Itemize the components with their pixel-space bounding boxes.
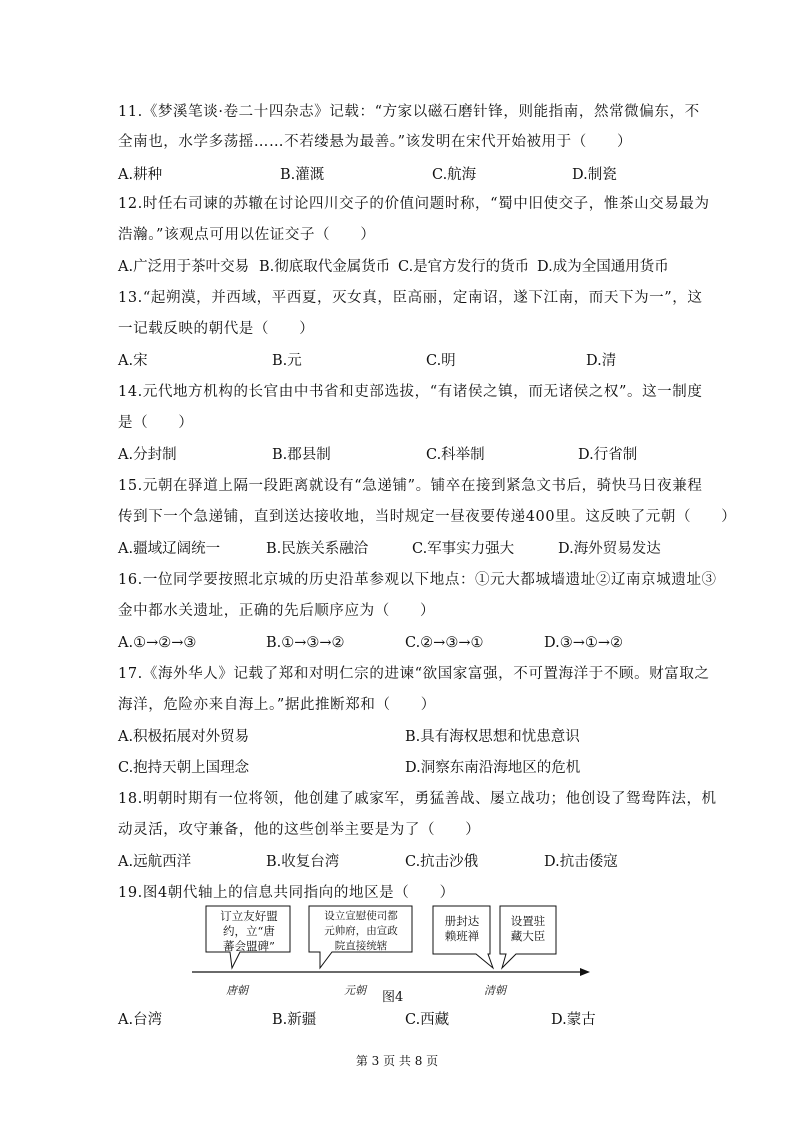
- q13-option-a: A.宋: [118, 353, 148, 369]
- q18-option-a: A.远航西洋: [118, 854, 192, 870]
- q12-line-2: 浩瀚。”该观点可用以佐证交子（ ）: [118, 227, 376, 243]
- era-label-tang: 唐朝: [226, 984, 248, 997]
- q19-option-c: C.西藏: [405, 1012, 450, 1028]
- q17-option-c: C.抱持天朝上国理念: [118, 760, 250, 776]
- callout-4-text: [500, 914, 556, 944]
- q14-option-d: D.行省制: [578, 447, 638, 463]
- callout-2-line-1: 设立宣慰使司都: [324, 910, 398, 922]
- q15-option-c: C.军事实力强大: [412, 541, 515, 557]
- q13-option-b: B.元: [272, 353, 302, 369]
- q18-line-2: 动灵活，攻守兼备，他的这些创举主要是为了（ ）: [118, 822, 481, 838]
- era-label-qing: 清朝: [484, 984, 506, 997]
- q11-option-a: A.耕种: [118, 167, 163, 183]
- q15-option-d: D.海外贸易发达: [558, 541, 661, 557]
- callout-3-line-1: 册封达: [444, 914, 480, 928]
- q17-option-a: A.积极拓展对外贸易: [118, 729, 250, 745]
- q16-option-a: A.①→②→③: [118, 635, 197, 651]
- q13-option-d: D.清: [586, 353, 617, 369]
- callout-1-line-3: 蕃会盟碑”: [223, 939, 275, 953]
- q17-line-2: 海洋，危险亦来自海上。”据此推断郑和（ ）: [118, 697, 436, 713]
- q19-option-d: D.蒙古: [551, 1012, 596, 1028]
- q11-line-1: 11.《梦溪笔谈·卷二十四杂志》记载：“方家以磁石磨针锋，则能指南，然常微偏东，不: [118, 104, 700, 120]
- callout-2-line-3: 院直接统辖: [334, 940, 388, 952]
- callout-4-line-1: 设置驻: [510, 914, 546, 928]
- q12-option-a: A.广泛用于茶叶交易: [118, 259, 250, 275]
- q12-option-b: B.彻底取代金属货币: [259, 259, 391, 275]
- q19-option-b: B.新疆: [272, 1012, 317, 1028]
- q14-option-a: A.分封制: [118, 447, 177, 463]
- q13-line-1: 13.“起朔漠，并西域，平西夏，灭女真，臣高丽，定南诏，遂下江南，而天下为一”，这: [118, 290, 703, 306]
- q14-line-1: 14.元代地方机构的长官由中书省和吏部选拔，“有诸侯之镇，而无诸侯之权”。这一制度: [118, 384, 703, 400]
- q17-line-1: 17.《海外华人》记载了郑和对明仁宗的进谏“欲国家富强，不可置海洋于不顾。财富取之: [118, 666, 710, 682]
- callout-1-text: [209, 909, 289, 954]
- q11-option-c: C.航海: [432, 167, 477, 183]
- q18-option-d: D.抗击倭寇: [544, 854, 618, 870]
- callout-3-text: [434, 914, 490, 944]
- q17-option-b: B.具有海权思想和忧患意识: [405, 729, 580, 745]
- q15-option-a: A.疆域辽阔统一: [118, 541, 221, 557]
- q12-line-1: 12.时任右司谏的苏辙在讨论四川交子的价值问题时称，“蜀中旧使交子，惟茶山交易最为: [118, 196, 710, 212]
- page-footer: 第 3 页 共 8 页: [355, 1054, 439, 1068]
- q11-line-2: 全南也，水学多荡摇……不若缕悬为最善。”该发明在宋代开始被用于（ ）: [118, 134, 633, 150]
- q16-option-b: B.①→③→②: [266, 635, 345, 651]
- q18-option-c: C.抗击沙俄: [405, 854, 479, 870]
- q17-option-d: D.洞察东南沿海地区的危机: [405, 760, 581, 776]
- q11-option-b: B.灌溉: [280, 167, 325, 183]
- q18-line-1: 18.明朝时期有一位将领，他创建了戚家军，勇猛善战、屡立战功；他创设了鸳鸯阵法，机: [118, 791, 717, 807]
- figure-caption: 图4: [382, 990, 404, 1005]
- q16-option-c: C.②→③→①: [405, 635, 484, 651]
- q16-option-d: D.③→①→②: [544, 635, 624, 651]
- q12-option-d: D.成为全国通用货币: [537, 259, 669, 275]
- q13-line-2: 一记载反映的朝代是（ ）: [118, 321, 315, 337]
- q15-line-2: 传到下一个急递铺，直到送达接收地，当时规定一昼夜要传递400里。这反映了元朝（ ）: [118, 509, 737, 525]
- q11-option-d: D.制瓷: [572, 167, 617, 183]
- callout-2-line-2: 元帅府，由宣政: [324, 925, 398, 937]
- q16-line-2: 金中都水关遗址，正确的先后顺序应为（ ）: [118, 603, 436, 619]
- callout-4-line-2: 藏大臣: [510, 929, 546, 943]
- callout-1-line-2: 约，立“唐: [223, 924, 275, 938]
- q14-option-b: B.郡县制: [272, 447, 331, 463]
- q14-line-2: 是（ ）: [118, 415, 194, 431]
- q12-option-c: C.是官方发行的货币: [398, 259, 530, 275]
- callout-3-line-2: 赖班禅: [444, 929, 480, 943]
- q18-option-b: B.收复台湾: [266, 854, 340, 870]
- q13-option-c: C.明: [426, 353, 456, 369]
- q19-line-1: 19.图4朝代轴上的信息共同指向的地区是（ ）: [118, 885, 455, 901]
- callout-1-line-1: 订立友好盟: [220, 909, 278, 923]
- callout-2-text: [311, 909, 411, 954]
- era-label-yuan: 元朝: [344, 984, 366, 997]
- q19-option-a: A.台湾: [118, 1012, 163, 1028]
- q16-line-1: 16.一位同学要按照北京城的历史沿革参观以下地点：①元大都城墙遗址②辽南京城遗址③: [118, 572, 717, 588]
- q15-option-b: B.民族关系融洽: [266, 541, 369, 557]
- q14-option-c: C.科举制: [426, 447, 485, 463]
- q15-line-1: 15.元朝在驿道上隔一段距离就设有“急递铺”。铺卒在接到紧急文书后，骑快马日夜兼程: [118, 478, 703, 494]
- timeline-arrowhead: [580, 968, 590, 976]
